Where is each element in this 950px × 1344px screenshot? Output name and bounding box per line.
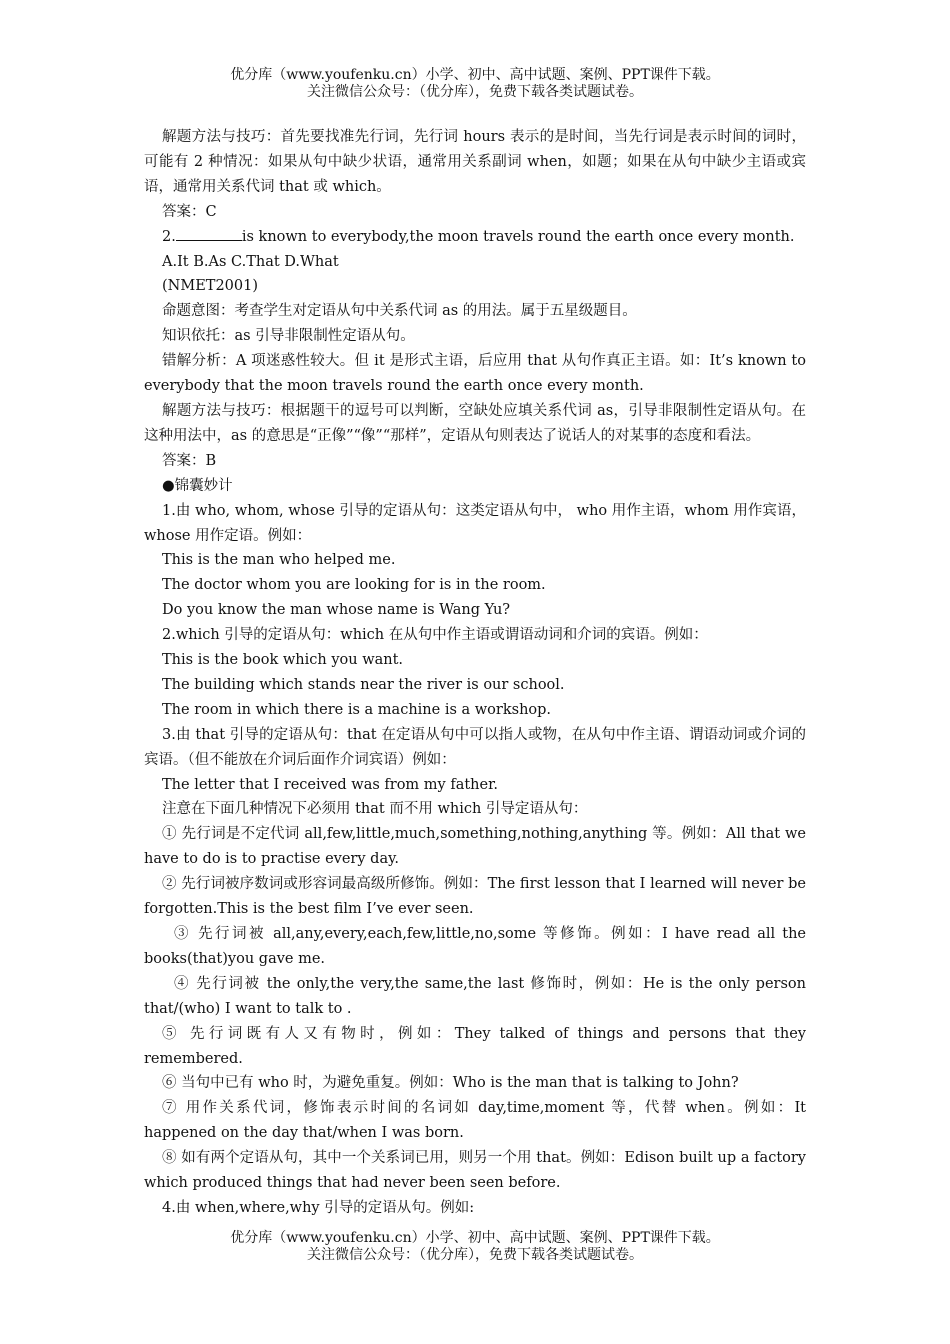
footer-line-1: 优分库（www.youfenku.cn）小学、初中、高中试题、案例、PPT课件下载。 bbox=[230, 1230, 720, 1246]
rule-item: ⑦ 用作关系代词，修饰表示时间的名词如 day,time,moment 等，代替 when。例如：It happened on the day that/when I was born. bbox=[144, 1100, 806, 1142]
footer-line-2: 关注微信公众号：（优分库），免费下载各类试题试卷。 bbox=[307, 1247, 643, 1263]
example-sentence: The letter that I received was from my father. bbox=[162, 776, 499, 793]
example-sentence: The doctor whom you are looking for is in the room. bbox=[162, 577, 546, 594]
page-footer bbox=[0, 1230, 950, 1264]
rule-item: ① 先行词是不定代词 all,few,little,much,something,nothing,anything 等。例如：All that we have to do is to practise every day. bbox=[144, 826, 806, 868]
section-heading: ●锦囊妙计 bbox=[162, 477, 233, 494]
example-sentence: The building which stands near the river is our school. bbox=[162, 676, 565, 693]
question-text: is known to everybody,the moon travels round the earth once every month. bbox=[241, 228, 795, 245]
rule-item: ⑧ 如有两个定语从句，其中一个关系词已用，则另一个用 that。例如：Edison built up a factory which produced things that had never been seen before. bbox=[144, 1150, 806, 1192]
example-sentence: This is the book which you want. bbox=[162, 652, 404, 669]
paragraph: 命题意图：考查学生对定语从句中关系代词 as 的用法。属于五星级题目。 bbox=[162, 303, 637, 320]
rule-item: ④ 先行词被 the only,the very,the same,the last 修饰时，例如：He is the only person that/(who) I want to talk to . bbox=[144, 975, 806, 1017]
rule-item: ② 先行词被序数词或形容词最高级所修饰。例如：The first lesson that I learned will never be forgotten.This is the best film I’ve ever seen. bbox=[144, 876, 806, 918]
paragraph: 解题方法与技巧：首先要找准先行词，先行词 hours 表示的是时间，当先行词是表示时间的词时，可能有 2 种情况：如果从句中缺少状语，通常用关系副词 when，如题；如果在从句中缺少主语或宾语，通常用关系代词 that 或 which。 bbox=[144, 129, 806, 195]
example-sentence: The room in which there is a machine is a workshop. bbox=[162, 701, 552, 718]
paragraph: 1.由 who, whom, whose 引导的定语从句：这类定语从句中， who 用作主语，whom 用作宾语，whose 用作定语。例如： bbox=[144, 502, 806, 544]
paragraph: 知识依托：as 引导非限制性定语从句。 bbox=[162, 328, 415, 345]
rule-item: ⑥ 当句中已有 who 时，为避免重复。例如：Who is the man that is talking to John? bbox=[162, 1075, 739, 1092]
example-sentence: Do you know the man whose name is Wang Yu? bbox=[162, 602, 511, 619]
rule-item: ③ 先行词被 all,any,every,each,few,little,no,some 等修饰。例如：I have read all the books(that)you gave me. bbox=[144, 926, 806, 967]
paragraph: 注意在下面几种情况下必须用 that 而不用 which 引导定语从句： bbox=[162, 801, 588, 818]
paragraph: 2.which 引导的定语从句：which 在从句中作主语或谓语动词和介词的宾语。例如： bbox=[162, 627, 708, 644]
rule-item: ⑤ 先行词既有人又有物时，例如：They talked of things and persons that they remembered. bbox=[144, 1025, 806, 1067]
page-header bbox=[0, 67, 950, 101]
paragraph: 错解分析：A 项迷惑性较大。但 it 是形式主语，后应用 that 从句作真正主语。如：It’s known to everybody that the moon travels round the earth once every month. bbox=[144, 353, 806, 395]
options-line: A.It B.As C.That D.What bbox=[162, 253, 339, 270]
answer-line: 答案：C bbox=[162, 203, 217, 220]
header-line-1: 优分库（www.youfenku.cn）小学、初中、高中试题、案例、PPT课件下载。 bbox=[230, 67, 720, 83]
paragraph: 4.由 when,where,why 引导的定语从句。例如: bbox=[162, 1199, 475, 1216]
header-line-2: 关注微信公众号：（优分库），免费下载各类试题试卷。 bbox=[307, 84, 643, 100]
question-2 bbox=[144, 225, 806, 250]
document-body bbox=[144, 125, 806, 1221]
paragraph: 解题方法与技巧：根据题干的逗号可以判断，空缺处应填关系代词 as，引导非限制性定语从句。在这种用法中，as 的意思是“正像”“像”“那样”，定语从句则表达了说话人的对某事的态度和看法。 bbox=[144, 402, 806, 444]
answer-blank bbox=[176, 226, 242, 241]
source-line: (NMET2001) bbox=[162, 278, 259, 295]
question-number: 2. bbox=[162, 228, 176, 245]
paragraph: 3.由 that 引导的定语从句：that 在定语从句中可以指人或物，在从句中作主语、谓语动词或介词的宾语。（但不能放在介词后面作介词宾语）例如： bbox=[144, 726, 806, 768]
answer-line: 答案：B bbox=[162, 452, 217, 469]
example-sentence: This is the man who helped me. bbox=[162, 552, 396, 569]
